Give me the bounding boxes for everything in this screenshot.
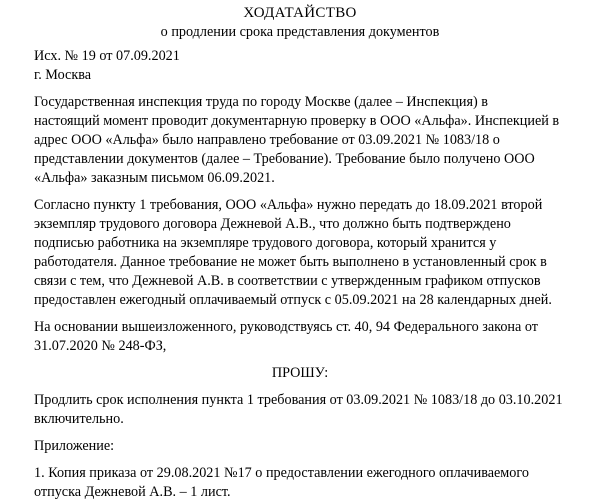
text-line: адрес ООО «Альфа» было направлено требование от 03.09.2021 № 1083/18 о [34,132,500,148]
attachment-item [34,464,566,502]
paragraph-legal-basis [34,318,566,356]
city: г. Москва [34,67,92,83]
paragraph-request [34,391,566,429]
text-line: экземпляр трудового договора Дежневой А.В., что должно быть подтверждено [34,216,511,232]
document-meta [34,47,566,85]
text-line: работодателя. Данное требование не может быть выполнено в установленный срок в [34,254,547,270]
text-line: включительно. [34,411,124,427]
text-line: отпуска Дежневой А.В. – 1 лист. [34,484,231,500]
attachments-heading: Приложение: [34,438,115,454]
text-line: «Альфа» заказным письмом 06.09.2021. [34,170,275,186]
document-subtitle: о продлении срока представления документов [160,24,440,40]
text-line: Государственная инспекция труда по городу Москве (далее – Инспекция) в [34,94,488,110]
document-title: ХОДАТАЙСТВО [243,5,357,21]
text-line: На основании вышеизложенного, руководствуясь ст. 40, 94 Федерального закона от [34,319,538,335]
text-line: связи с тем, что Дежневой А.В. в соответствии с утвержденным графиком отпусков [34,273,541,289]
paragraph-reason [34,196,566,310]
text-line: настоящий момент проводит документарную проверку в ООО «Альфа». Инспекцией в [34,113,560,129]
text-line: 1. Копия приказа от 29.08.2021 №17 о предоставлении ежегодного оплачиваемого [34,465,529,481]
text-line: Согласно пункту 1 требования, ООО «Альфа» нужно передать до 18.09.2021 второй [34,197,543,213]
text-line: подписью работника на экземпляре трудового договора, который хранится у [34,235,497,251]
text-line: представлении документов (далее – Требование). Требование было получено ООО [34,151,535,167]
request-heading: ПРОШУ: [271,365,329,381]
text-line: 31.07.2020 № 248-ФЗ, [34,338,167,354]
text-line: предоставлен ежегодный оплачиваемый отпуск с 05.09.2021 на 28 календарных дней. [34,292,552,308]
text-line: Продлить срок исполнения пункта 1 требования от 03.09.2021 № 1083/18 до 03.10.2021 [34,392,563,408]
reference-number: Исх. № 19 от 07.09.2021 [34,48,180,64]
paragraph-inspection [34,93,566,188]
